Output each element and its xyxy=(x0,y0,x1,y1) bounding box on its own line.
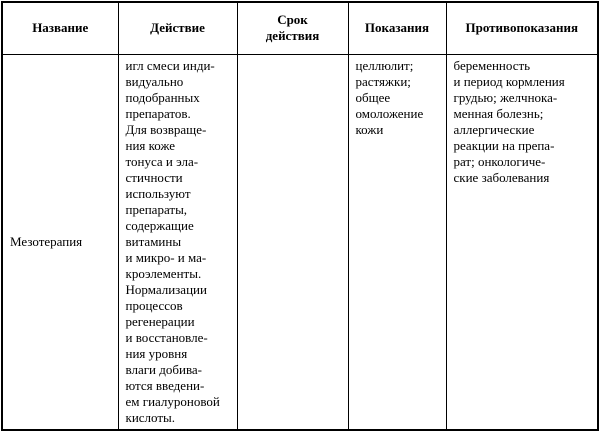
table-row xyxy=(2,54,598,430)
table-header-row xyxy=(2,2,598,54)
cell-indications: целлюлит; растяжки; общее омоложение кожи xyxy=(348,54,446,430)
header-name: Название xyxy=(2,2,118,54)
cell-action: игл смеси инди- видуально подобранных препаратов. Для возвраще- ния коже тонуса и эла- стичности используют препараты, содержащие витамины и микро- и ма- кроэлементы. Нормализации процессов регенерации и восстановле- ния уровня влаги добива- ются введени- ем гиалуроновой кислоты. xyxy=(118,54,237,430)
header-contraindications: Противопоказания xyxy=(446,2,598,54)
header-indications: Показания xyxy=(348,2,446,54)
cell-procedure-name: Мезотерапия xyxy=(2,54,118,430)
cell-contraindications: беременность и период кормления грудью; желчнока- менная болезнь; аллергические реакции на препа- рат; онкологиче- ские заболевания xyxy=(446,54,598,430)
cell-duration xyxy=(237,54,348,430)
header-action: Действие xyxy=(118,2,237,54)
procedures-table xyxy=(1,1,599,431)
header-duration: Срок действия xyxy=(237,2,348,54)
